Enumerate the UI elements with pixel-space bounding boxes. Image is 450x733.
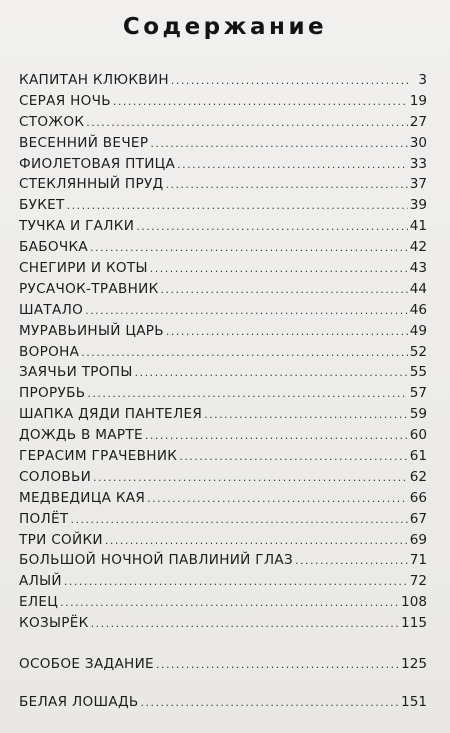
toc-entry-page: 44: [409, 280, 427, 297]
toc-entry-page: 151: [401, 693, 427, 710]
toc-entry-page: 33: [409, 155, 427, 172]
toc-entry[interactable]: [19, 425, 427, 446]
toc-leader-dots: [86, 113, 407, 134]
toc-leader-dots: [113, 92, 408, 113]
toc-entry[interactable]: [19, 654, 427, 675]
table-of-contents: [19, 70, 427, 713]
toc-entry-title: ПОЛЁТ: [19, 510, 69, 527]
toc-entry-page: 39: [409, 197, 427, 214]
toc-entry[interactable]: [19, 467, 427, 488]
toc-entry-title: МЕДВЕДИЦА КАЯ: [19, 489, 146, 506]
toc-entry-page: 46: [409, 301, 427, 318]
toc-leader-dots: [64, 572, 408, 593]
toc-leader-dots: [60, 593, 399, 614]
toc-leader-dots: [150, 134, 407, 155]
toc-entry-title: КОЗЫРЁК: [19, 615, 89, 632]
toc-entry-title: БЕЛАЯ ЛОШАДЬ: [19, 693, 139, 710]
toc-entry-page: 41: [409, 218, 427, 235]
toc-leader-dots: [150, 259, 408, 280]
toc-leader-dots: [145, 426, 408, 447]
toc-entry-title: ВОРОНА: [19, 343, 80, 360]
toc-entry-page: 72: [409, 573, 427, 590]
toc-entry[interactable]: [19, 70, 427, 91]
toc-entry[interactable]: [19, 488, 427, 509]
toc-entry-title: ВЕСЕННИЙ ВЕЧЕР: [19, 134, 149, 151]
toc-entry-page: 71: [409, 552, 427, 569]
toc-leader-dots: [81, 343, 407, 364]
toc-leader-dots: [105, 531, 408, 552]
toc-entry-page: 19: [409, 92, 427, 109]
toc-leader-dots: [177, 155, 408, 176]
toc-entry-page: 125: [401, 656, 427, 673]
toc-entry[interactable]: [19, 91, 427, 112]
toc-entry[interactable]: [19, 692, 427, 713]
toc-leader-dots: [135, 363, 408, 384]
toc-entry[interactable]: [19, 446, 427, 467]
toc-leader-dots: [165, 175, 407, 196]
toc-entry[interactable]: [19, 174, 427, 195]
toc-entry[interactable]: [19, 342, 427, 363]
toc-entry-title: МУРАВЬИНЫЙ ЦАРЬ: [19, 322, 164, 339]
toc-leader-dots: [141, 693, 400, 714]
toc-entry-page: 115: [401, 615, 427, 632]
toc-entry[interactable]: [19, 154, 427, 175]
toc-entry[interactable]: [19, 571, 427, 592]
toc-entry-page: 49: [409, 322, 427, 339]
toc-entry-page: 69: [409, 531, 427, 548]
toc-entry-title: СОЛОВЬИ: [19, 468, 92, 485]
toc-entry-title: СТОЖОК: [19, 113, 85, 130]
toc-leader-dots: [295, 551, 408, 572]
toc-entry-title: ЕЛЕЦ: [19, 594, 59, 611]
toc-entry-page: 27: [409, 113, 427, 130]
toc-entry[interactable]: [19, 279, 427, 300]
toc-entry-title: СТЕКЛЯННЫЙ ПРУД: [19, 176, 164, 193]
toc-entry-page: 108: [401, 594, 427, 611]
toc-entry-page: 37: [409, 176, 427, 193]
toc-entry[interactable]: [19, 592, 427, 613]
toc-entry-page: 67: [409, 510, 427, 527]
toc-leader-dots: [171, 71, 409, 92]
toc-entry-title: РУСАЧОК-ТРАВНИК: [19, 280, 159, 297]
toc-entry[interactable]: [19, 112, 427, 133]
toc-spacer: [19, 634, 427, 654]
toc-spacer: [19, 675, 427, 692]
toc-entry-page: 30: [409, 134, 427, 151]
toc-leader-dots: [179, 447, 407, 468]
toc-entry-title: ДОЖДЬ В МАРТЕ: [19, 427, 143, 444]
toc-entry[interactable]: [19, 404, 427, 425]
toc-entry-title: ПРОРУБЬ: [19, 385, 86, 402]
toc-entry[interactable]: [19, 383, 427, 404]
toc-entry-page: 61: [409, 448, 427, 465]
toc-entry-title: БОЛЬШОЙ НОЧНОЙ ПАВЛИНИЙ ГЛАЗ: [19, 552, 293, 569]
toc-entry-page: 59: [409, 406, 427, 423]
toc-entry-title: БУКЕТ: [19, 197, 65, 214]
toc-leader-dots: [166, 322, 408, 343]
toc-entry-page: 60: [409, 427, 427, 444]
toc-entry-page: 66: [409, 489, 427, 506]
toc-entry-page: 42: [409, 239, 427, 256]
toc-entry[interactable]: [19, 237, 427, 258]
toc-entry[interactable]: [19, 530, 427, 551]
toc-main-list: [19, 70, 427, 634]
toc-entry[interactable]: [19, 258, 427, 279]
toc-leader-dots: [204, 405, 408, 426]
toc-entry[interactable]: [19, 362, 427, 383]
toc-entry-title: ГЕРАСИМ ГРАЧЕВНИК: [19, 448, 178, 465]
toc-entry[interactable]: [19, 133, 427, 154]
toc-leader-dots: [90, 238, 408, 259]
toc-entry-title: АЛЫЙ: [19, 573, 62, 590]
toc-entry-title: ТРИ СОЙКИ: [19, 531, 103, 548]
toc-entry-page: 55: [409, 364, 427, 381]
toc-entry[interactable]: [19, 509, 427, 530]
toc-entry-page: 52: [409, 343, 427, 360]
toc-entry[interactable]: [19, 321, 427, 342]
toc-entry-title: ШАТАЛО: [19, 301, 84, 318]
toc-entry[interactable]: [19, 300, 427, 321]
toc-leader-dots: [136, 217, 407, 238]
toc-leader-dots: [91, 614, 399, 635]
toc-leader-dots: [147, 489, 408, 510]
toc-leader-dots: [87, 384, 407, 405]
toc-entry-title: ЗАЯЧЬИ ТРОПЫ: [19, 364, 133, 381]
toc-entry-page: 3: [418, 72, 427, 88]
toc-entry-page: 62: [409, 468, 427, 485]
toc-entry[interactable]: [19, 550, 427, 571]
toc-entry[interactable]: [19, 195, 427, 216]
toc-entry-title: ОСОБОЕ ЗАДАНИЕ: [19, 656, 154, 673]
toc-entry-title: БАБОЧКА: [19, 239, 89, 256]
toc-entry-title: СЕРАЯ НОЧЬ: [19, 92, 111, 109]
toc-leader-dots: [156, 655, 399, 676]
toc-entry-title: ШАПКА ДЯДИ ПАНТЕЛЕЯ: [19, 406, 203, 423]
toc-entry-title: КАПИТАН КЛЮКВИН: [19, 72, 169, 88]
toc-entry-page: 43: [409, 260, 427, 277]
toc-leader-dots: [161, 280, 408, 301]
toc-leader-dots: [71, 510, 408, 531]
toc-entry-title: ТУЧКА И ГАЛКИ: [19, 218, 135, 235]
page-title: Содержание: [122, 14, 328, 40]
toc-entry-title: СНЕГИРИ И КОТЫ: [19, 260, 148, 277]
toc-entry-title: ФИОЛЕТОВАЯ ПТИЦА: [19, 155, 176, 172]
toc-leader-dots: [93, 468, 408, 489]
toc-entry[interactable]: [19, 613, 427, 634]
toc-entry-page: 57: [409, 385, 427, 402]
toc-leader-dots: [85, 301, 408, 322]
toc-entry[interactable]: [19, 216, 427, 237]
toc-leader-dots: [67, 196, 408, 217]
